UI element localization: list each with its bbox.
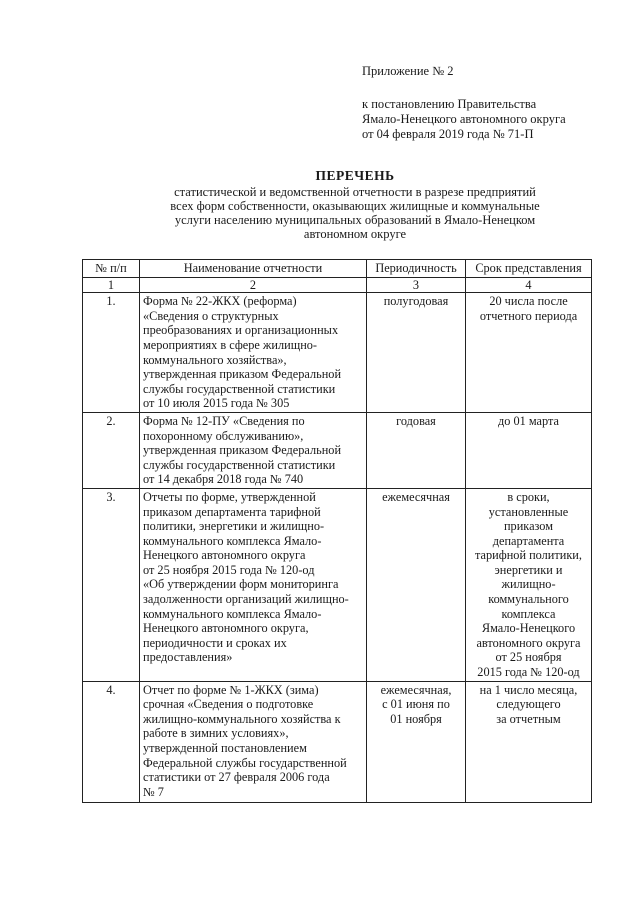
deadline-cell-line: за отчетным <box>496 711 561 726</box>
periodicity-cell-line: ежемесячная <box>382 489 450 504</box>
report-name-cell-line: коммунального хозяйства», <box>143 352 287 367</box>
report-name-cell-line: службы государственной статистики <box>143 457 336 472</box>
report-name-cell <box>140 412 367 488</box>
column-number-cell: 4 <box>466 277 592 293</box>
deadline-cell-line: отчетного периода <box>479 308 578 323</box>
deadline-cell-line: на 1 число месяца, <box>479 682 578 697</box>
appendix-line: к постановлению Правительства <box>362 97 537 111</box>
appendix-block <box>362 64 602 142</box>
periodicity-cell <box>367 488 466 681</box>
deadline-cell-line: Ямало-Ненецкого <box>481 621 576 636</box>
deadline-cell-line: установленные <box>488 504 569 519</box>
report-name-cell-line: утвержденной постановлением <box>143 741 307 755</box>
report-name-cell-line: «Об утверждении форм мониторинга <box>143 577 339 592</box>
reports-table <box>82 259 592 803</box>
deadline-cell <box>466 412 592 488</box>
report-name-cell-line: Ненецкого автономного округа, <box>143 621 309 636</box>
periodicity-cell <box>367 412 466 488</box>
column-number-cell: 2 <box>140 277 367 293</box>
row-number-cell: 4. <box>83 681 140 802</box>
appendix-title: Приложение № 2 <box>362 64 454 78</box>
report-name-cell-line: статистики от 27 февраля 2006 года <box>143 770 330 785</box>
deadline-cell <box>466 488 592 681</box>
document-heading <box>120 169 590 241</box>
document-subtitle-line: статистической и ведомственной отчетности в разрезе предприятий <box>174 185 536 199</box>
periodicity-cell-line: с 01 июня по <box>382 697 450 712</box>
report-name-cell-line: от 14 декабря 2018 года № 740 <box>143 472 304 487</box>
report-name-cell-line: приказом департамента тарифной <box>143 504 321 519</box>
report-name-cell-line: предоставления» <box>143 650 233 665</box>
report-name-cell-line: Форма № 12-ПУ «Сведения по <box>143 413 305 428</box>
report-name-cell-line: Отчет по форме № 1-ЖКХ (зима) <box>143 682 319 697</box>
deadline-cell-line: 2015 года № 120-од <box>477 665 580 680</box>
table-row <box>83 412 592 488</box>
table-header-row <box>83 260 592 278</box>
document-subtitle-line: услуги населению муниципальных образований в Ямало-Ненецком <box>174 213 536 227</box>
column-number-row <box>83 277 592 293</box>
deadline-cell-line: коммунального <box>488 592 569 607</box>
report-name-cell-line: мероприятиях в сфере жилищно- <box>143 337 318 352</box>
report-name-cell-line: политики, энергетики и жилищно- <box>143 519 325 534</box>
report-name-cell <box>140 293 367 413</box>
document-title: ПЕРЕЧЕНЬ <box>315 168 395 183</box>
appendix-line: Ямало-Ненецкого автономного округа <box>362 112 566 126</box>
deadline-cell-line: 20 числа после <box>489 294 568 309</box>
report-name-cell-line: «Сведения о структурных <box>143 308 279 323</box>
report-name-cell-line: коммунального комплекса Ямало- <box>143 606 322 621</box>
header-cell-period: Периодичность <box>367 260 466 278</box>
column-number-cell: 1 <box>83 277 140 293</box>
periodicity-cell-line: 01 ноября <box>390 711 442 726</box>
deadline-cell <box>466 293 592 413</box>
periodicity-cell-line: ежемесячная, <box>380 682 452 697</box>
report-name-cell-line: жилищно-коммунального хозяйства к <box>143 711 341 726</box>
deadline-cell-line: энергетики и <box>494 562 563 577</box>
deadline-cell-line: тарифной политики, <box>475 548 582 563</box>
report-name-cell <box>140 681 367 802</box>
periodicity-cell-line: полугодовая <box>383 294 449 309</box>
document-subtitle-line: автономном округе <box>303 227 407 241</box>
row-number-cell: 3. <box>83 488 140 681</box>
report-name-cell-line: работе в зимних условиях», <box>143 726 289 741</box>
report-name-cell-line: преобразованиях и организационных <box>143 323 339 338</box>
deadline-cell-line: департамента <box>492 533 565 548</box>
appendix-line: от 04 февраля 2019 года № 71-П <box>362 127 534 141</box>
report-name-cell-line: от 25 ноября 2015 года № 120-од <box>143 562 315 577</box>
header-cell-number: № п/п <box>83 260 140 278</box>
report-name-cell-line: утвержденная приказом Федеральной <box>143 367 342 382</box>
header-cell-name: Наименование отчетности <box>140 260 367 278</box>
row-number-cell: 2. <box>83 412 140 488</box>
deadline-cell-line: от 25 ноября <box>495 650 562 665</box>
column-number-cell: 3 <box>367 277 466 293</box>
deadline-cell-line: следующего <box>496 697 561 712</box>
table-row <box>83 681 592 802</box>
deadline-cell-line: до 01 марта <box>498 413 559 428</box>
table-row <box>83 488 592 681</box>
header-cell-term: Срок представления <box>466 260 592 278</box>
periodicity-cell <box>367 293 466 413</box>
deadline-cell-line: в сроки, <box>507 489 550 504</box>
deadline-cell-line: жилищно- <box>501 577 556 592</box>
report-name-cell-line: Форма № 22-ЖКХ (реформа) <box>143 294 297 309</box>
report-name-cell-line: службы государственной статистики <box>143 381 336 396</box>
periodicity-cell <box>367 681 466 802</box>
report-name-cell-line: утвержденная приказом Федеральной <box>143 443 342 458</box>
periodicity-cell-line: годовая <box>396 413 436 428</box>
deadline-cell-line: комплекса <box>501 606 556 621</box>
report-name-cell-line: задолженности организаций жилищно- <box>143 592 349 607</box>
report-name-cell-line: Отчеты по форме, утвержденной <box>143 489 316 504</box>
deadline-cell-line: автономного округа <box>476 635 581 650</box>
table-row <box>83 293 592 413</box>
report-name-cell <box>140 488 367 681</box>
document-subtitle-line: всех форм собственности, оказывающих жилищные и коммунальные <box>170 199 540 213</box>
report-name-cell-line: от 10 июля 2015 года № 305 <box>143 396 290 411</box>
deadline-cell-line: приказом <box>503 519 554 534</box>
report-name-cell-line: похоронному обслуживанию», <box>143 428 304 443</box>
report-name-cell-line: периодичности и сроках их <box>143 635 287 650</box>
report-name-cell-line: коммунального комплекса Ямало- <box>143 533 322 548</box>
report-name-cell-line: № 7 <box>143 784 164 799</box>
report-name-cell-line: Федеральной службы государственной <box>143 755 347 770</box>
report-name-cell-line: срочная «Сведения о подготовке <box>143 697 314 712</box>
row-number-cell: 1. <box>83 293 140 413</box>
report-name-cell-line: Ненецкого автономного округа <box>143 548 306 563</box>
deadline-cell <box>466 681 592 802</box>
